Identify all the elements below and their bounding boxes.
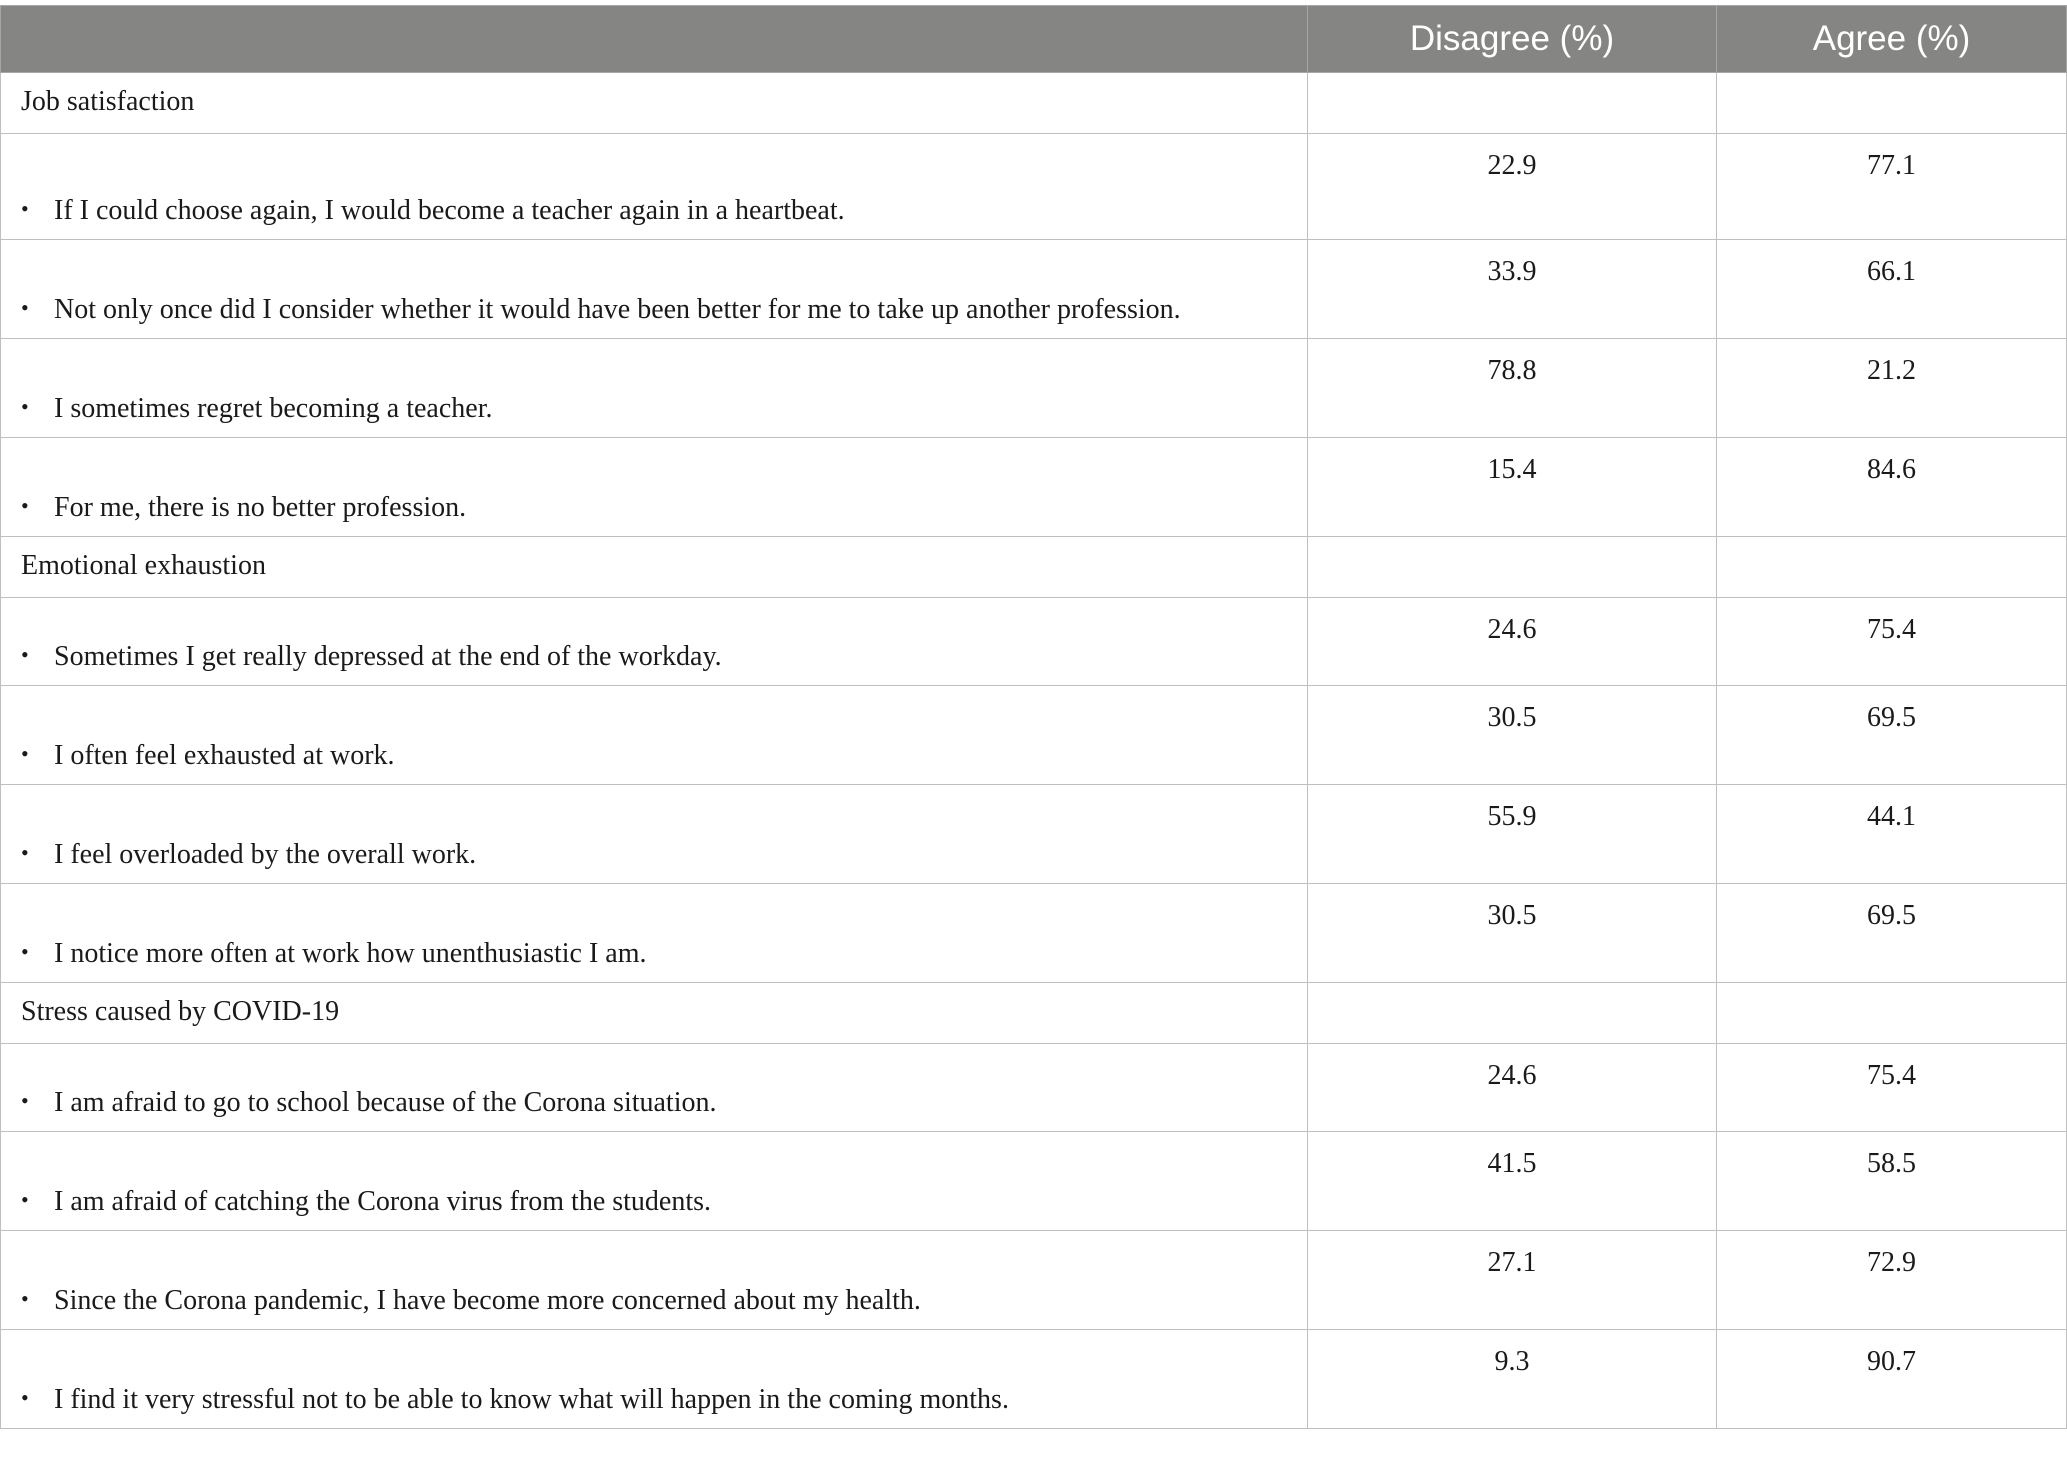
- header-item-column: [1, 6, 1308, 73]
- bullet-icon: •: [21, 295, 29, 320]
- bullet-icon: •: [21, 1187, 29, 1212]
- table-row: [1, 339, 2067, 438]
- header-row: [1, 6, 2067, 73]
- empty-cell: [1308, 983, 1717, 1044]
- item-text: I sometimes regret becoming a teacher.: [54, 393, 493, 424]
- item-text: I am afraid of catching the Corona virus from the students.: [54, 1186, 712, 1217]
- section-title: Emotional exhaustion: [21, 550, 266, 581]
- empty-cell: [1308, 537, 1717, 598]
- item-text: If I could choose again, I would become a teacher again in a heartbeat.: [54, 195, 845, 226]
- disagree-value: 24.6: [1487, 614, 1537, 645]
- empty-cell: [1717, 73, 2067, 134]
- table-row: [1, 686, 2067, 785]
- table-row: [1, 884, 2067, 983]
- disagree-value: 24.6: [1487, 1060, 1537, 1091]
- bullet-icon: •: [21, 196, 29, 221]
- bullet-icon: •: [21, 642, 29, 667]
- table-row: [1, 240, 2067, 339]
- disagree-value: 33.9: [1487, 256, 1537, 287]
- section-title: Stress caused by COVID-19: [21, 996, 340, 1027]
- item-text: I often feel exhausted at work.: [54, 740, 395, 771]
- agree-value: 69.5: [1867, 702, 1916, 733]
- disagree-value: 78.8: [1487, 355, 1537, 386]
- agree-value: 75.4: [1867, 614, 1916, 645]
- header-disagree-column: Disagree (%): [1308, 6, 1717, 73]
- section-row-stress-covid: [1, 983, 2067, 1044]
- table-row: [1, 1044, 2067, 1132]
- bullet-icon: •: [21, 741, 29, 766]
- disagree-value: 30.5: [1487, 900, 1537, 931]
- agree-value: 66.1: [1867, 256, 1916, 287]
- bullet-icon: •: [21, 1286, 29, 1311]
- item-text: Not only once did I consider whether it would have been better for me to take up another profession.: [54, 294, 1181, 325]
- disagree-value: 15.4: [1487, 454, 1537, 485]
- item-text: Sometimes I get really depressed at the end of the workday.: [54, 641, 722, 672]
- item-text: I find it very stressful not to be able to know what will happen in the coming months.: [54, 1384, 1009, 1415]
- bullet-icon: •: [21, 840, 29, 865]
- section-row-emotional-exhaustion: [1, 537, 2067, 598]
- item-text: I feel overloaded by the overall work.: [54, 839, 477, 870]
- item-text: I notice more often at work how unenthusiastic I am.: [54, 938, 647, 969]
- header-agree-column: Agree (%): [1717, 6, 2067, 73]
- agree-value: 44.1: [1867, 801, 1916, 832]
- empty-cell: [1308, 73, 1717, 134]
- agree-value: 84.6: [1867, 454, 1916, 485]
- table-row: [1, 1132, 2067, 1231]
- table-row: [1, 1330, 2067, 1429]
- bullet-icon: •: [21, 1088, 29, 1113]
- disagree-value: 27.1: [1487, 1247, 1537, 1278]
- agree-value: 75.4: [1867, 1060, 1916, 1091]
- disagree-value: 9.3: [1494, 1346, 1530, 1377]
- disagree-value: 30.5: [1487, 702, 1537, 733]
- survey-results-table: [0, 5, 2067, 1429]
- bullet-icon: •: [21, 493, 29, 518]
- table-row: [1, 134, 2067, 240]
- section-title: Job satisfaction: [21, 86, 195, 117]
- item-text: I am afraid to go to school because of the Corona situation.: [54, 1087, 717, 1118]
- disagree-value: 55.9: [1487, 801, 1537, 832]
- table-row: [1, 438, 2067, 537]
- agree-value: 21.2: [1867, 355, 1916, 386]
- item-text: For me, there is no better profession.: [54, 492, 467, 523]
- agree-value: 72.9: [1867, 1247, 1916, 1278]
- bullet-icon: •: [21, 394, 29, 419]
- disagree-value: 22.9: [1487, 150, 1537, 181]
- disagree-value: 41.5: [1487, 1148, 1537, 1179]
- bullet-icon: •: [21, 1385, 29, 1410]
- bullet-icon: •: [21, 939, 29, 964]
- item-text: Since the Corona pandemic, I have become more concerned about my health.: [54, 1285, 921, 1316]
- agree-value: 77.1: [1867, 150, 1916, 181]
- agree-value: 58.5: [1867, 1148, 1916, 1179]
- agree-value: 90.7: [1867, 1346, 1916, 1377]
- table-row: [1, 785, 2067, 884]
- table-row: [1, 598, 2067, 686]
- empty-cell: [1717, 537, 2067, 598]
- empty-cell: [1717, 983, 2067, 1044]
- table-row: [1, 1231, 2067, 1330]
- agree-value: 69.5: [1867, 900, 1916, 931]
- section-row-job-satisfaction: [1, 73, 2067, 134]
